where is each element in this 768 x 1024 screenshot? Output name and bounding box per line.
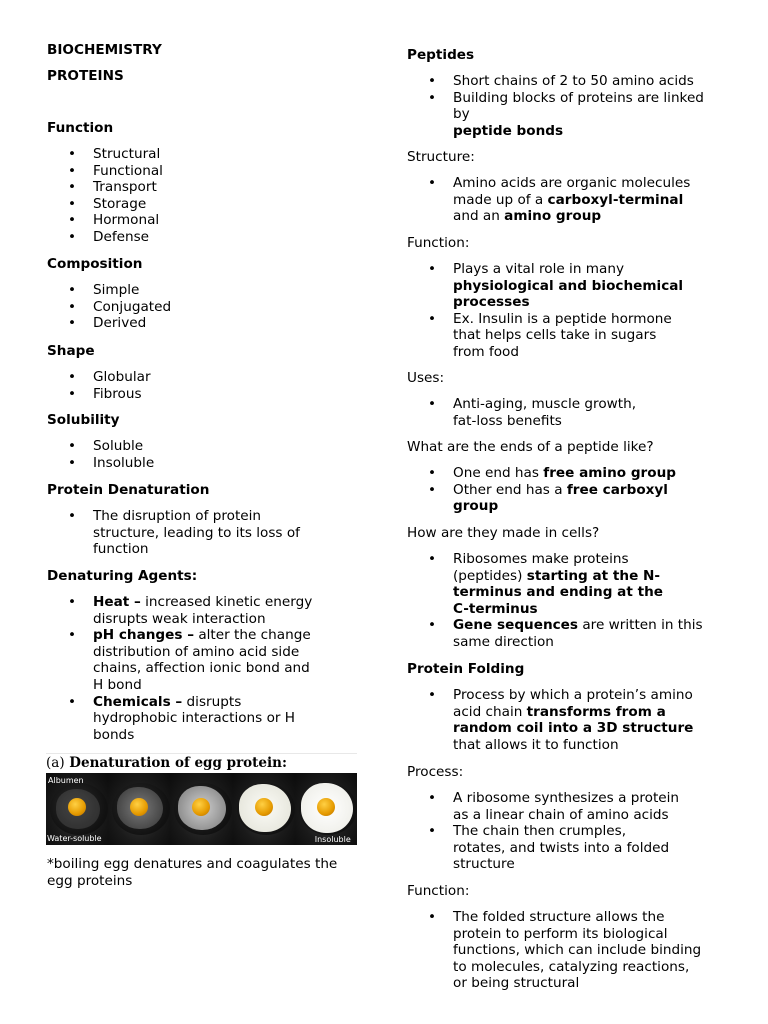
function2-label: Function: [407, 883, 470, 899]
process-label: Process: [407, 764, 464, 780]
line [93, 594, 359, 611]
list-item-heat [47, 594, 359, 627]
line [453, 704, 727, 721]
doc-title: BIOCHEMISTRY [47, 42, 162, 58]
line: that allows it to function [453, 736, 619, 753]
text: One end has [453, 465, 544, 481]
line [453, 498, 727, 515]
line [453, 294, 727, 311]
line: fat-loss benefits [453, 412, 562, 429]
line: protein to perform its biological [453, 925, 668, 942]
list-item [407, 396, 727, 429]
line: • Ribosomes make proteins [453, 551, 629, 567]
egg-photo-5 [295, 773, 357, 845]
line: • The chain then crumples, [453, 823, 627, 840]
line [453, 584, 727, 601]
ends-label: What are the ends of a peptide like? [407, 439, 654, 455]
term: peptide bonds [453, 122, 564, 139]
line: disrupts weak interaction [93, 610, 266, 627]
composition-list [47, 282, 359, 332]
line: to molecules, catalyzing reactions, [453, 958, 690, 975]
line: • Building blocks of proteins are linked [453, 89, 704, 106]
egg-yolk [68, 798, 86, 816]
text: alter the change [194, 627, 311, 644]
list-item [407, 551, 727, 617]
term: starting at the N- [526, 567, 661, 584]
list-item: • Derived [47, 315, 359, 332]
insoluble-label: Insoluble [314, 835, 351, 844]
solubility-heading: Solubility [47, 412, 120, 428]
egg-photo-1 [46, 773, 108, 845]
line [453, 192, 727, 209]
list-item-ph [47, 627, 359, 693]
line: • The folded structure allows the [453, 909, 665, 925]
term: free carboxyl [566, 481, 668, 498]
term: terminus and ending at the [453, 584, 663, 601]
line [453, 568, 727, 585]
list-item: • Insoluble [47, 455, 359, 472]
egg-photo-strip [46, 773, 357, 845]
term: Heat – [93, 594, 141, 610]
list-item: • Hormonal [47, 212, 359, 229]
text: (peptides) [453, 567, 527, 584]
list-item [407, 909, 727, 992]
term: group [453, 498, 499, 515]
list-item: • Short chains of 2 to 50 amino acids [407, 73, 727, 90]
list-item [407, 482, 727, 515]
text: disrupts [182, 693, 242, 710]
term: processes [453, 294, 530, 311]
albumen-label: Albumen [48, 776, 84, 785]
composition-heading: Composition [47, 256, 143, 272]
line: • Plays a vital role in many [453, 261, 624, 277]
structure-label: Structure: [407, 149, 475, 165]
list-item: • Simple [47, 282, 359, 299]
line: by [453, 106, 470, 123]
list-item [407, 617, 727, 650]
line: hydrophobic interactions or H [93, 710, 296, 727]
list-item [407, 311, 727, 361]
figure-caption [46, 753, 357, 774]
note-line-1: *boiling egg denatures and coagulates the [47, 856, 338, 872]
term: free amino group [543, 465, 676, 481]
line: • Ex. Insulin is a peptide hormone [453, 310, 672, 327]
function-heading: Function [47, 120, 114, 136]
list-item [407, 823, 727, 873]
folding-list [407, 687, 727, 753]
list-item: • Globular [47, 369, 359, 386]
figure-label: (a) [46, 755, 65, 771]
denaturation-heading: Protein Denaturation [47, 482, 210, 498]
list-item [407, 790, 727, 823]
egg-photo-3 [170, 773, 232, 845]
doc-subtitle: PROTEINS [47, 68, 124, 84]
shape-heading: Shape [47, 343, 95, 359]
term: C-terminus [453, 600, 538, 617]
list-item: • Conjugated [47, 299, 359, 316]
text: and an [453, 208, 505, 225]
peptides-list [407, 73, 727, 139]
line: chains, affection ionic bond and [93, 660, 310, 677]
line: from food [453, 343, 520, 360]
text: are written in this [578, 617, 703, 634]
uses-label: Uses: [407, 370, 445, 386]
list-item: • Structural [47, 146, 359, 163]
list-item [407, 90, 727, 140]
line [93, 627, 359, 644]
term: random coil into a 3D structure [453, 720, 694, 737]
egg-photo-2 [108, 773, 170, 845]
text: increased kinetic energy [140, 594, 313, 610]
line: that helps cells take in sugars [453, 327, 657, 344]
egg-yolk [255, 798, 273, 816]
line [453, 278, 727, 295]
line: same direction [453, 633, 554, 650]
water-soluble-label: Water-soluble [47, 834, 102, 843]
text: made up of a [453, 191, 548, 208]
line [453, 720, 727, 737]
line: • Amino acids are organic molecules [453, 175, 691, 191]
term: pH changes – [93, 627, 194, 644]
list-item: • Storage [47, 196, 359, 213]
list-item [407, 465, 727, 482]
list-item [47, 508, 359, 558]
term: physiological and biochemical [453, 277, 684, 294]
function2-list [407, 909, 727, 992]
figure-title: Denaturation of egg protein: [64, 755, 287, 771]
folding-heading: Protein Folding [407, 661, 525, 677]
agents-list [47, 594, 359, 743]
term: Gene sequences [453, 617, 578, 634]
uses-list [407, 396, 727, 429]
list-item [407, 687, 727, 753]
line [453, 601, 727, 618]
line [453, 482, 727, 499]
egg-denaturation-figure [46, 753, 357, 845]
list-item [407, 261, 727, 311]
egg-photo-4 [233, 773, 295, 845]
term: transforms from a [526, 703, 666, 720]
made-list [407, 551, 727, 651]
process-list [407, 790, 727, 873]
line: distribution of amino acid side [93, 643, 300, 660]
solubility-list [47, 438, 359, 471]
line [93, 694, 359, 711]
structure-list [407, 175, 727, 225]
line: functions, which can include binding [453, 942, 702, 959]
line: as a linear chain of amino acids [453, 806, 669, 823]
denaturation-list [47, 508, 359, 558]
list-item: • Soluble [47, 438, 359, 455]
note-line-2: egg proteins [47, 873, 133, 889]
list-item [407, 175, 727, 225]
line: function [93, 541, 149, 558]
agents-heading: Denaturing Agents: [47, 568, 198, 584]
list-item: • Fibrous [47, 386, 359, 403]
text: Other end has a [453, 481, 567, 498]
line: • The disruption of protein [93, 508, 262, 524]
ends-list [407, 465, 727, 515]
shape-list [47, 369, 359, 402]
list-item: • Defense [47, 229, 359, 246]
line: or being structural [453, 975, 580, 992]
line: • A ribosome synthesizes a protein [453, 790, 680, 806]
line: structure [453, 856, 515, 873]
line: structure, leading to its loss of [93, 524, 300, 541]
line: rotates, and twists into a folded [453, 839, 670, 856]
line: • Process by which a protein’s amino [453, 687, 693, 703]
list-item: • Transport [47, 179, 359, 196]
term: carboxyl-terminal [547, 191, 684, 208]
line: • Anti-aging, muscle growth, [453, 396, 637, 412]
egg-yolk [317, 798, 335, 816]
line: bonds [93, 726, 135, 743]
list-item: • Functional [47, 163, 359, 180]
made-label: How are they made in cells? [407, 525, 600, 541]
function-list-right [407, 261, 727, 361]
function-list [47, 146, 359, 246]
text: acid chain [453, 703, 527, 720]
term: amino group [504, 208, 602, 225]
line [453, 208, 727, 225]
function-label: Function: [407, 235, 470, 251]
term: Chemicals – [93, 693, 183, 710]
list-item-chemicals [47, 694, 359, 744]
line [453, 617, 727, 634]
line: H bond [93, 676, 142, 693]
line [453, 123, 727, 140]
peptides-heading: Peptides [407, 47, 475, 63]
